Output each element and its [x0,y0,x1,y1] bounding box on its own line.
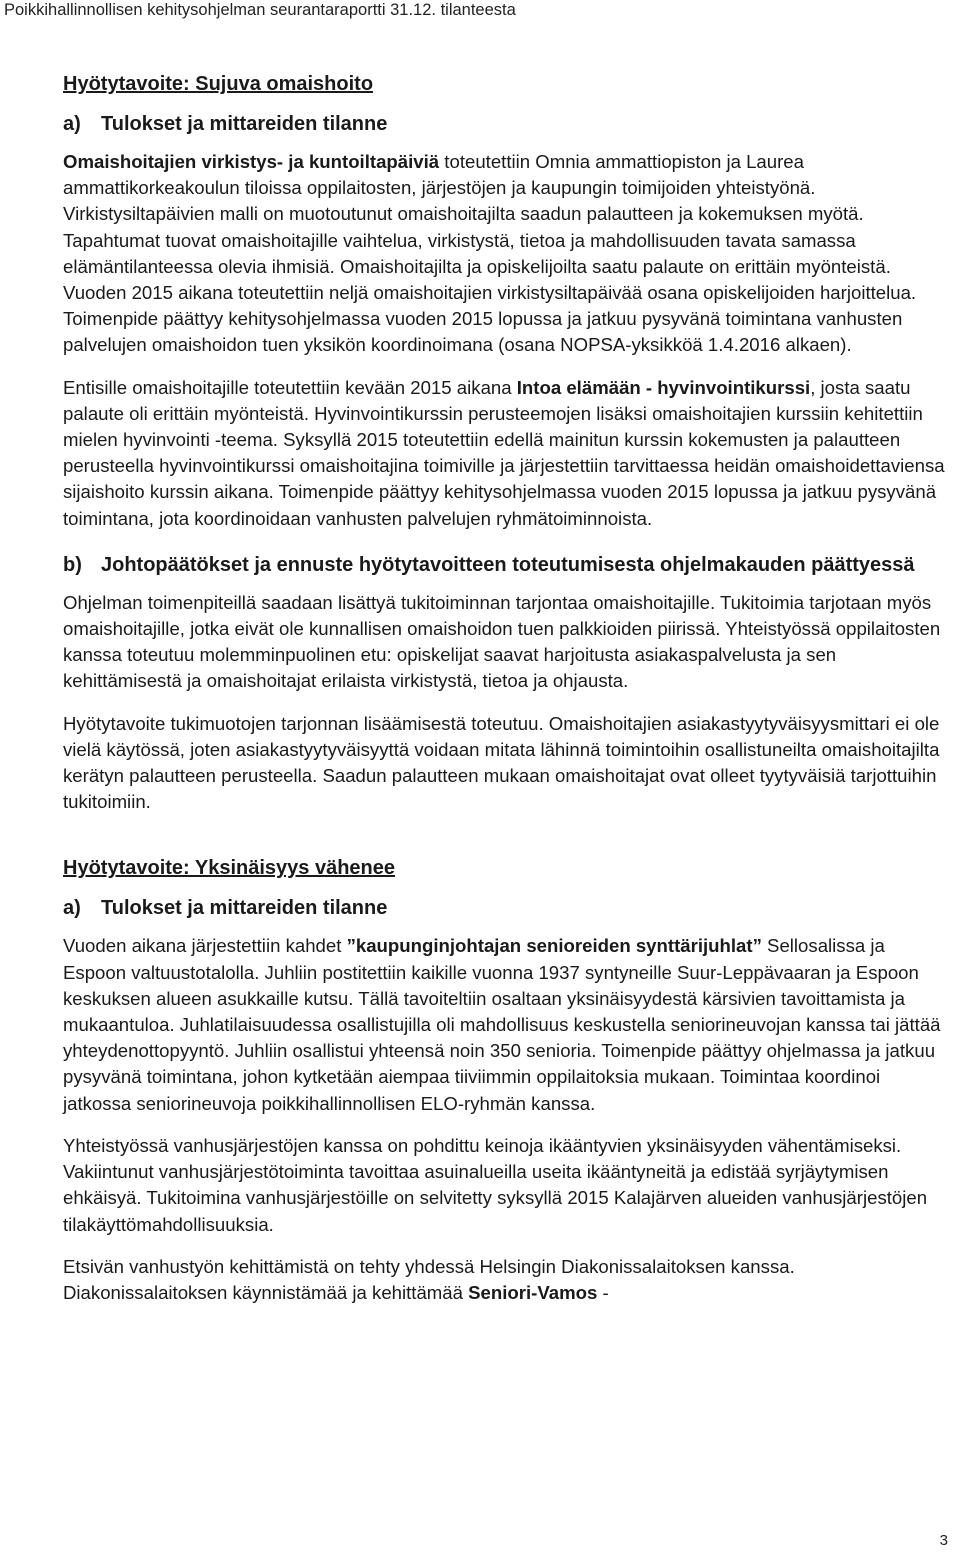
document-body [63,71,948,1322]
subheading-text: Tulokset ja mittareiden tilanne [101,113,388,135]
paragraph-text: - [597,1281,609,1303]
page-number: 3 [939,1532,948,1549]
paragraph-vanhusjarjestot: Yhteistyössä vanhusjärjestöjen kanssa on pohdittu keinoja ikääntyvien yksinäisyyden vähentämiseksi. Vakiintunut vanhusjärjestötoiminta tavoittaa asuinalueilla useita ikääntyneitä ja edistää syrjäytymisen ehkäisyä. Tukitoimina vanhusjärjestöille on selvitetty syksyllä 2015 Kalajärven alueiden vanhusjärjestöjen tilakäyttömahdollisuuksia. [63,1134,928,1235]
bold-phrase: Omaishoitajien virkistys- ja kuntoiltapäiviä [63,151,440,172]
paragraph-text: , josta saatu palaute oli erittäin myönteistä. Hyvinvointikurssin perusteemojen lisäksi omaishoitajien kurssiin kehitettiin mielen hyvinvointi -teema. Syksyllä 2015 toteutettiin edellä mainitun kurssin kokemusten ja palautteen perusteella hyvinvointikurssi omaishoitajina toimiville ja järjestettiin tarvittaessa heidän omaishoidettaviensa sijaishoito kurssin aikana. Toimenpide päättyy kehitysohjelmassa vuoden 2015 lopussa ja jatkuu pysyvänä toimintana, jota koordinoidaan vanhusten palvelujen ryhmätoiminnoista. [63,376,945,529]
subheading-letter: b) [63,553,82,576]
subheading-letter: a) [63,897,81,920]
paragraph-text: Sellosalissa ja Espoon valtuustotalolla. Juhliin postitettiin kaikille vuonna 1937 syntyneille Suur-Leppävaaran ja Espoon keskuksen alueen asukkaille kutsu. Tällä tavoiteltiin osaltaan yksinäisyydestä kärsivien tavoittamista ja mukaantuloa. Juhlatilaisuudessa osallistujilla oli mahdollisuus keskustella seniorineuvojan kanssa tai jättää yhteydenottopyyntö. Juhliin osallistui yhteensä noin 350 senioria. Toimenpide päättyy ohjelmassa ja jatkuu pysyvänä toimintana, johon kytketään aiempaa tiiviimmin oppilaitoksia mukaan. Toimintaa koordinoi jatkossa seniorineuvoja poikkihallinnollisen ELO-ryhmän kanssa. [63,935,941,1114]
running-header: Poikkihallinnollisen kehitysohjelman seurantaraportti 31.12. tilanteesta [4,1,516,19]
bold-phrase: Seniori-Vamos [468,1281,598,1303]
paragraph-text: Vuoden aikana järjestettiin kahdet [63,935,347,957]
paragraph-virkistys [63,149,948,359]
paragraph-text: Etsivän vanhustyön kehittämistä on tehty yhdessä Helsingin Diakonissalaitoksen kanssa. Diakonissalaitoksen käynnistämää ja kehittämää [63,1255,795,1303]
paragraph-synttarijuhlat [63,933,948,1116]
subheading-text: Johtopäätökset ja ennuste hyötytavoitteen toteutumisesta ohjelmakauden päättyessä [101,553,915,576]
paragraph-etsiva-vanhustyo [63,1254,948,1306]
goal-heading-sujuva-omaishoito: Hyötytavoite: Sujuva omaishoito [63,73,374,95]
paragraph-text: toteutettiin Omnia ammattiopiston ja Laurea ammattikorkeakoulun tiloissa oppilaitosten, järjestöjen ja kaupungin toimijoiden yhteistyönä. Virkistysiltapäivien malli on muotoutunut omaishoitajilta saadun palautteen ja kokemuksen myötä. Tapahtumat tuovat omaishoitajille vaihtelua, virkistystä, tietoa ja mahdollisuuden tavata samassa elämäntilanteessa olevia ihmisiä. Omaishoitajilta ja opiskelijoilta saatu palaute on erittäin myönteistä. Vuoden 2015 aikana toteutettiin neljä omaishoitajien virkistysiltapäivää osana opiskelijoiden harjoittelua. Toimenpide päättyy kehitysohjelmassa vuoden 2015 lopussa ja jatkuu pysyvänä toimintana vanhusten palvelujen omaishoidon tuen yksikön koordinoimana (osana NOPSA-yksikköä 1.4.2016 alkaen). [63,151,917,356]
paragraph-conclusions-2: Hyötytavoite tukimuotojen tarjonnan lisäämisestä toteutuu. Omaishoitajien asiakastyytyväisyysmittari ei ole vielä käytössä, joten asiakastyytyväisyyttä voidaan mitata lähinnä toimintoihin osallistuneilta omaishoitajilta kerätyn palautteen perusteella. Saadun palautteen mukaan omaishoitajat ovat olleet tyytyväisiä tarjottuihin tukitoimiin. [63,712,940,813]
subheading-conclusions [63,552,948,578]
subheading-results-2 [63,895,948,921]
subheading-text: Tulokset ja mittareiden tilanne [101,897,388,920]
subheading-letter: a) [63,113,81,135]
paragraph-hyvinvointikurssi [63,375,948,532]
bold-phrase: Intoa elämään - hyvinvointikurssi [516,376,811,398]
paragraph-text: Entisille omaishoitajille toteutettiin kevään 2015 aikana [63,376,517,398]
goal-heading-yksinaisyys: Hyötytavoite: Yksinäisyys vähenee [63,857,396,880]
subheading-results [63,111,948,137]
paragraph-conclusions-1: Ohjelman toimenpiteillä saadaan lisättyä tukitoiminnan tarjontaa omaishoitajille. Tukitoimia tarjotaan myös omaishoitajille, jotka eivät ole kunnallisen omaishoidon tuen palkkioiden piirissä. Yhteistyössä oppilaitosten kanssa toteutuu molemminpuolinen etu: opiskelijat saavat harjoitusta asiakaspalvelusta ja sen kehittämisestä ja omaishoitajat erilaista virkistystä, tietoa ja ohjausta. [63,591,941,692]
bold-phrase: ”kaupunginjohtajan senioreiden synttärijuhlat” [346,935,762,957]
